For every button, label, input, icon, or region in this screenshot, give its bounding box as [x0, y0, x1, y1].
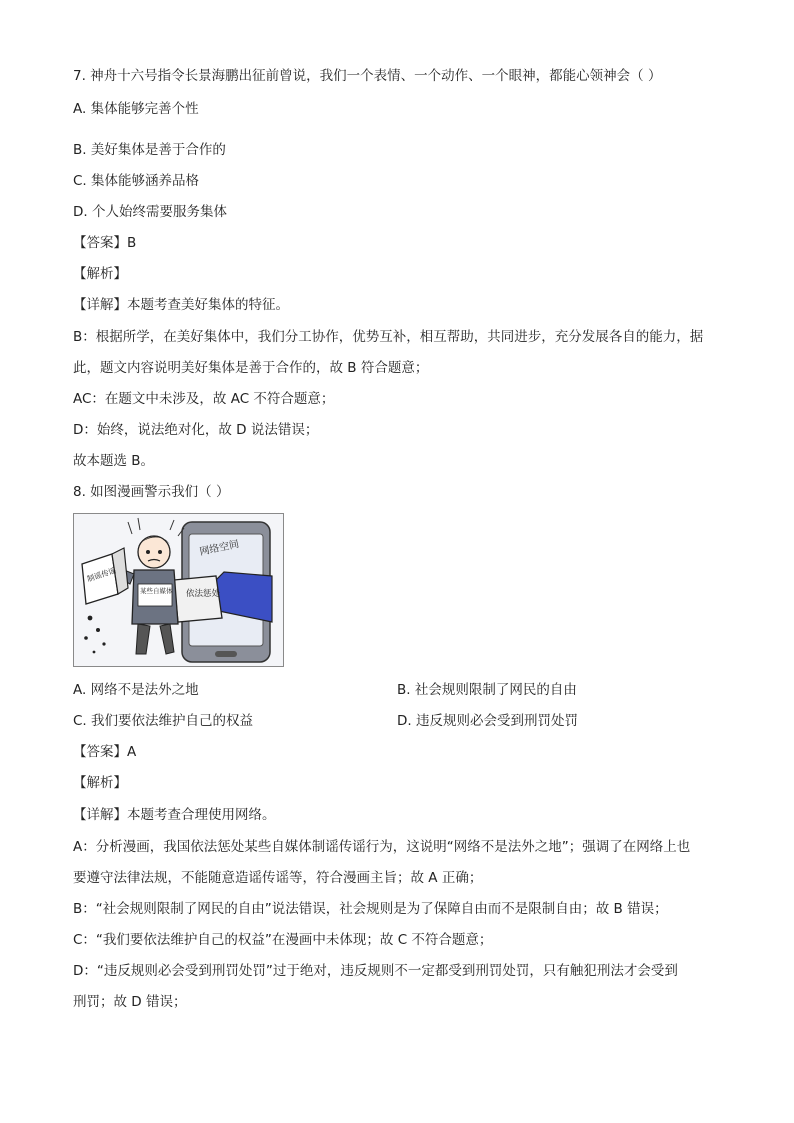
q8-cartoon [73, 513, 284, 667]
person-label: 某些自媒体 [140, 587, 173, 595]
q8-answer: 【答案】A [73, 744, 137, 760]
q8-stem: 8. 如图漫画警示我们（ ） [73, 484, 230, 500]
screen-title: 网络空间 [198, 538, 241, 559]
q8-explanation-line: 要遵守法律法规，不能随意造谣传谣等，符合漫画主旨；故 A 正确； [73, 870, 483, 886]
q7-explanation-line: B：根据所学，在美好集体中，我们分工协作，优势互补，相互帮助，共同进步，充分发展各自的能力，据 [73, 329, 704, 345]
q7-option-d: D. 个人始终需要服务集体 [73, 204, 227, 220]
q8-explanation-line: B：“社会规则限制了网民的自由”说法错误，社会规则是为了保障自由而不是限制自由；故 B 错误； [73, 901, 668, 917]
q7-answer: 【答案】B [73, 235, 137, 251]
q8-explanation-line: C：“我们要依法维护自己的权益”在漫画中未体现；故 C 不符合题意； [73, 932, 493, 948]
q7-detail: 【详解】本题考查美好集体的特征。 [73, 297, 289, 313]
q8-option-a: A. 网络不是法外之地 [73, 682, 199, 698]
q7-option-b: B. 美好集体是善于合作的 [73, 142, 226, 158]
q7-stem: 7. 神舟十六号指令长景海鹏出征前曾说，我们一个表情、一个动作、一个眼神，都能心领神会（ ） [73, 68, 662, 84]
q7-option-c: C. 集体能够涵养品格 [73, 173, 200, 189]
q8-explanation-line: 刑罚；故 D 错误； [73, 994, 187, 1010]
q8-option-b: B. 社会规则限制了网民的自由 [397, 682, 577, 698]
fist-label: 依法惩处 [186, 589, 221, 599]
q7-explanation-line: 此，题文内容说明美好集体是善于合作的，故 B 符合题意； [73, 360, 429, 376]
q8-explanation-line: D：“违反规则必会受到刑罚处罚”过于绝对，违反规则不一定都受到刑罚处罚，只有触犯刑法才会受到 [73, 963, 678, 979]
megaphone-label: 制谣传谣 [85, 565, 118, 584]
q8-analysis-heading: 【解析】 [73, 775, 127, 791]
q8-explanation-line: A：分析漫画，我国依法惩处某些自媒体制谣传谣行为，这说明“网络不是法外之地”；强调了在网络上也 [73, 839, 691, 855]
q7-explanation-line: AC：在题文中未涉及，故 AC 不符合题意； [73, 391, 335, 407]
q7-explanation-line: D：始终，说法绝对化，故 D 说法错误； [73, 422, 319, 438]
q8-option-d: D. 违反规则必会受到刑罚处罚 [397, 713, 578, 729]
q7-explanation-line: 故本题选 B。 [73, 453, 155, 469]
fist-illustration [174, 576, 222, 622]
q8-detail: 【详解】本题考查合理使用网络。 [73, 807, 276, 823]
q8-option-c: C. 我们要依法维护自己的权益 [73, 713, 254, 729]
q7-analysis-heading: 【解析】 [73, 266, 127, 282]
q7-option-a: A. 集体能够完善个性 [73, 101, 199, 117]
